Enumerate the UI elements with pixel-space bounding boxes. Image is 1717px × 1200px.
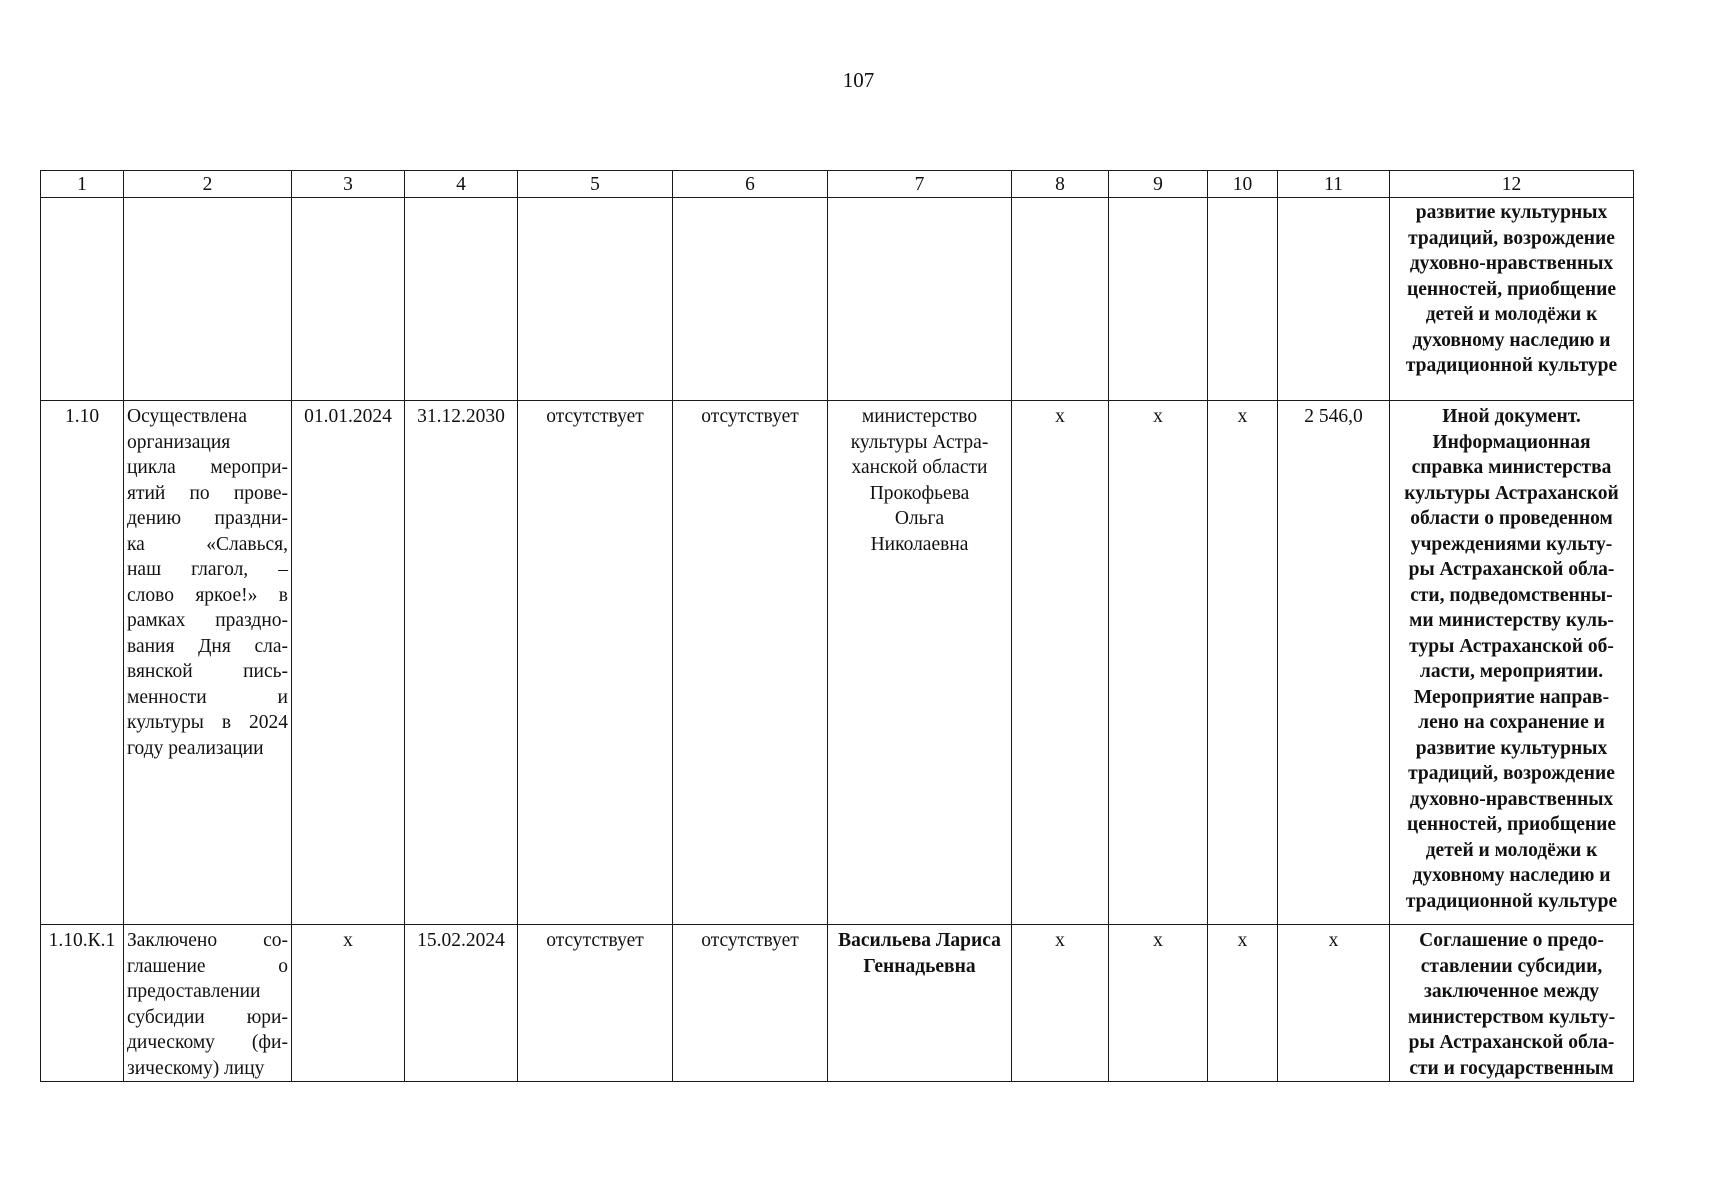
- cell-text-line: дическому (фи-: [127, 1032, 288, 1053]
- cell-responsible: [828, 198, 1012, 401]
- column-header-7: 7: [828, 171, 1012, 198]
- cell-text-line: туры Астраханской об-: [1409, 635, 1614, 657]
- column-header-1: 1: [41, 171, 124, 198]
- cell-text-line: заключенное между: [1423, 981, 1599, 1002]
- cell-description: [124, 401, 292, 925]
- header-row: [41, 171, 1634, 198]
- cell-text-line: ка «Славься,: [127, 533, 288, 555]
- cell-text-line: Мероприятие направ-: [1413, 686, 1610, 708]
- cell-text-line: духовному наследию и: [1412, 329, 1611, 351]
- table-header: [41, 171, 1634, 198]
- cell-text-line: ценностей, приобщение: [1406, 278, 1617, 300]
- cell-text-line: Осуществлена: [127, 406, 247, 427]
- activities-table: [40, 170, 1634, 1082]
- cell-end-date: 31.12.2030: [405, 401, 518, 925]
- cell-document: [1390, 925, 1634, 1082]
- cell-text-line: Иной документ.: [1442, 406, 1581, 427]
- cell-text-line: сти, подведомственны-: [1410, 584, 1613, 606]
- cell-text-line: ятий по прове-: [127, 482, 288, 504]
- cell-col8: [1012, 198, 1109, 401]
- cell-text-line: справка министерства: [1411, 457, 1612, 478]
- cell-col10: x: [1208, 925, 1278, 1082]
- cell-col5: отсутствует: [518, 401, 673, 925]
- cell-col5: [518, 198, 673, 401]
- cell-start-date: [292, 198, 405, 401]
- cell-text-line: ласти, мероприятии.: [1419, 661, 1604, 682]
- cell-text-line: Николаевна: [870, 533, 969, 555]
- cell-text-line: духовно-нравственных: [1409, 253, 1614, 274]
- cell-col8: x: [1012, 925, 1109, 1082]
- cell-col9: x: [1109, 401, 1208, 925]
- cell-text-line: развитие культурных: [1415, 202, 1608, 223]
- cell-text-line: традиций, возрождение: [1408, 227, 1615, 249]
- cell-text-line: министерством культу-: [1407, 1006, 1616, 1028]
- table-row-1-10-k-1: [41, 925, 1634, 1082]
- cell-text-line: цикла меропри-: [127, 457, 288, 478]
- cell-text-line: области о проведенном: [1410, 508, 1613, 529]
- cell-responsible: [828, 401, 1012, 925]
- cell-text-line: субсидии юри-: [127, 1006, 288, 1028]
- cell-number: [41, 198, 124, 401]
- cell-text-line: духовно-нравственных: [1409, 788, 1614, 810]
- column-header-3: 3: [292, 171, 405, 198]
- cell-text-line: ценностей, приобщение: [1406, 814, 1617, 835]
- cell-text-line: Ольга: [894, 508, 945, 529]
- cell-text-line: ры Астраханской обла-: [1408, 1032, 1615, 1053]
- column-header-4: 4: [405, 171, 518, 198]
- cell-text-line: Заключено со-: [127, 930, 288, 951]
- cell-text-line: вянской пись-: [127, 661, 288, 682]
- cell-text-line: рамках праздно-: [127, 610, 288, 631]
- table-row-1-10: [41, 401, 1634, 925]
- cell-text-line: ры Астраханской обла-: [1408, 559, 1615, 580]
- cell-col9: x: [1109, 925, 1208, 1082]
- column-header-12: 12: [1390, 171, 1634, 198]
- column-header-6: 6: [673, 171, 828, 198]
- cell-text-line: лено на сохранение и: [1418, 712, 1605, 733]
- cell-text-line: году реализации: [127, 737, 264, 759]
- cell-document: [1390, 401, 1634, 925]
- cell-end-date: 15.02.2024: [405, 925, 518, 1082]
- cell-col6: отсутствует: [673, 925, 828, 1082]
- cell-text-line: Геннадьевна: [863, 955, 976, 977]
- cell-text-line: слово яркое!» в: [127, 584, 288, 606]
- cell-col5: отсутствует: [518, 925, 673, 1082]
- cell-col8: x: [1012, 401, 1109, 925]
- cell-text-line: детей и молодёжи к: [1425, 839, 1598, 861]
- cell-text-line: предоставлении: [127, 981, 261, 1002]
- cell-text-line: Прокофьева: [869, 482, 970, 504]
- cell-text-line: культуры Астраханской: [1404, 482, 1619, 504]
- cell-start-date: 01.01.2024: [292, 401, 405, 925]
- column-header-2: 2: [124, 171, 292, 198]
- column-header-5: 5: [518, 171, 673, 198]
- cell-text-line: министерство: [861, 406, 978, 427]
- cell-responsible: [828, 925, 1012, 1082]
- cell-col6: [673, 198, 828, 401]
- cell-text-line: традиционной культуре: [1405, 355, 1618, 376]
- cell-text-line: менности и: [127, 686, 288, 708]
- cell-text-line: зическому) лицу: [127, 1057, 265, 1079]
- cell-text-line: дению праздни-: [127, 508, 288, 529]
- cell-text-line: вания Дня сла-: [127, 635, 288, 657]
- cell-number: 1.10.К.1: [41, 925, 124, 1082]
- cell-col10: x: [1208, 401, 1278, 925]
- cell-text-line: организация: [127, 431, 231, 453]
- cell-text-line: Соглашение о предо-: [1419, 930, 1604, 951]
- cell-text-line: культуры Астра-: [850, 431, 989, 453]
- cell-description: [124, 925, 292, 1082]
- column-header-9: 9: [1109, 171, 1208, 198]
- cell-text-line: Васильева Лариса: [838, 930, 1001, 951]
- cell-text-line: культуры в 2024: [127, 712, 288, 733]
- cell-number: 1.10: [41, 401, 124, 925]
- cell-amount: x: [1278, 925, 1390, 1082]
- cell-end-date: [405, 198, 518, 401]
- cell-text-line: учреждениями культу-: [1410, 533, 1613, 555]
- cell-text-line: развитие культурных: [1415, 737, 1608, 759]
- cell-text-line: сти и государственным: [1409, 1057, 1614, 1079]
- cell-text-line: Информационная: [1432, 431, 1591, 453]
- cell-start-date: x: [292, 925, 405, 1082]
- cell-col9: [1109, 198, 1208, 401]
- cell-document: [1390, 198, 1634, 401]
- column-header-8: 8: [1012, 171, 1109, 198]
- cell-text-line: духовному наследию и: [1412, 865, 1611, 886]
- column-header-11: 11: [1278, 171, 1390, 198]
- page-number: 107: [842, 68, 875, 92]
- cell-col10: [1208, 198, 1278, 401]
- cell-text-line: традиционной культуре: [1405, 890, 1618, 912]
- cell-amount: [1278, 198, 1390, 401]
- cell-amount: 2 546,0: [1278, 401, 1390, 925]
- table-row-continuation: [41, 198, 1634, 401]
- cell-col6: отсутствует: [673, 401, 828, 925]
- cell-text-line: традиций, возрождение: [1408, 763, 1615, 784]
- cell-description: [124, 198, 292, 401]
- cell-text-line: глашение о: [127, 955, 288, 977]
- cell-text-line: наш глагол, –: [127, 559, 288, 580]
- cell-text-line: ставлении субсидии,: [1420, 955, 1603, 977]
- cell-text-line: ми министерству куль-: [1409, 610, 1614, 631]
- column-header-10: 10: [1208, 171, 1278, 198]
- cell-text-line: ханской области: [851, 457, 988, 478]
- cell-text-line: детей и молодёжи к: [1425, 304, 1598, 325]
